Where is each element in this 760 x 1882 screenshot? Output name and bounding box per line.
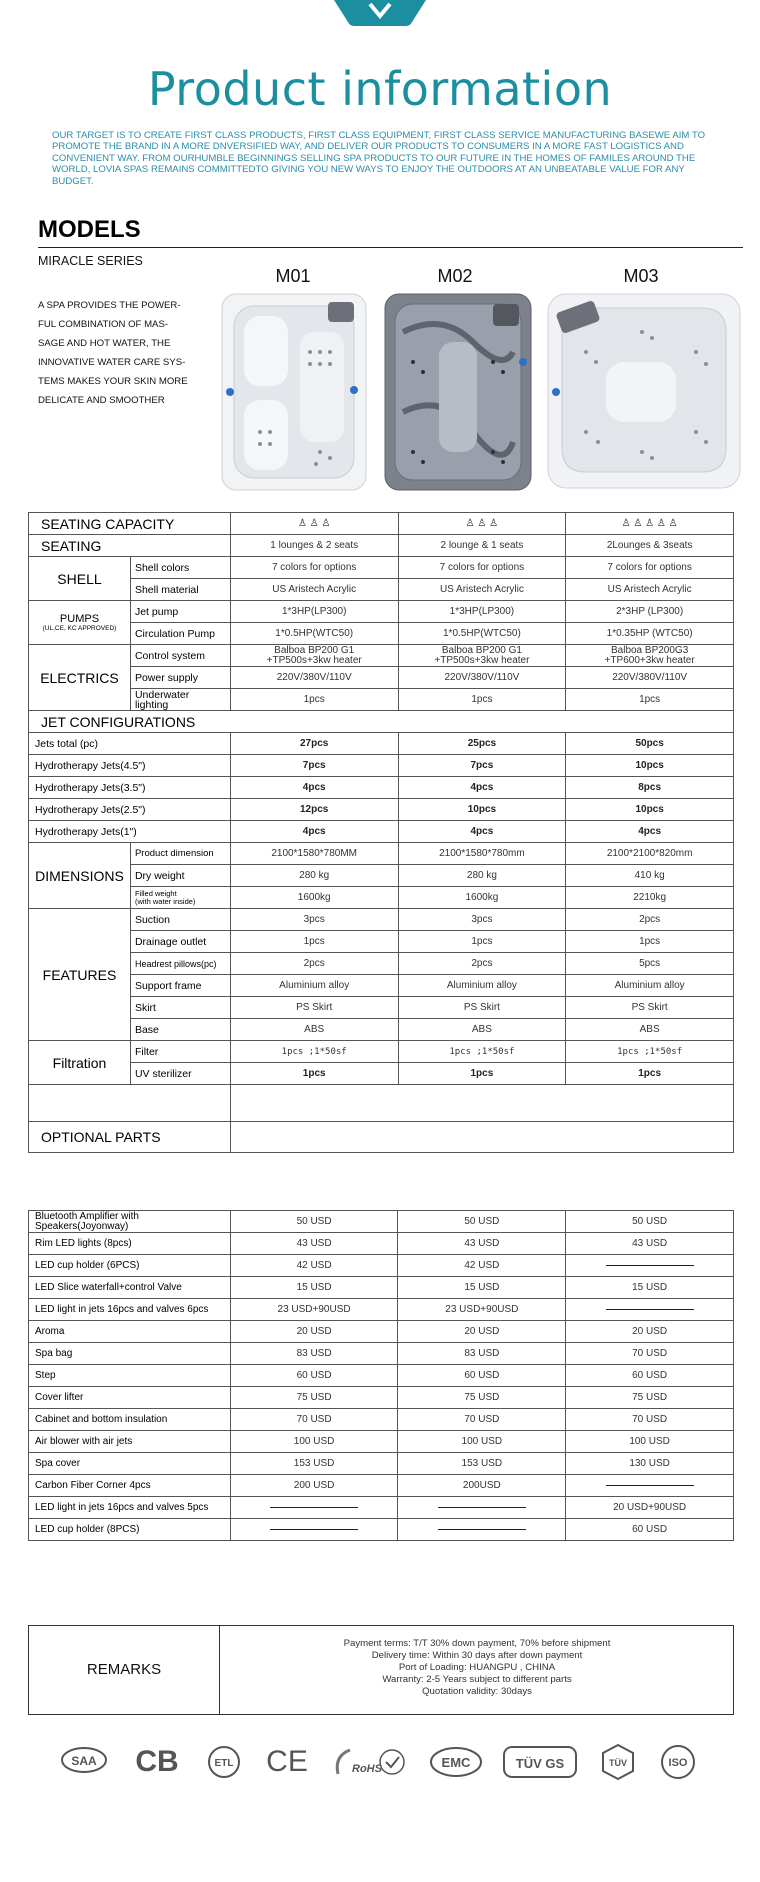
cell: PS Skirt: [230, 997, 398, 1019]
remarks-line: Warranty: 2-5 Years subject to different parts: [382, 1674, 572, 1685]
intro-text: OUR TARGET IS TO CREATE FIRST CLASS PRODUCTS, FIRST CLASS EQUIPMENT, FIRST CLASS SERVICE MANUFACTURING BASEWE AIM TO PROMOTE THE BRAND IN A MORE DNVERSIFIED WAY, AND DELIVER OUR PRODUCTS TO CONSUMERS IN A MORE FAST LOGISTICS AND CONVENIENT WAY. FROM OURHUMBLE BEGINNINGS SELLING SPA PRODUCTS TO OUR FUTURE IN THE HOMES OF FAMILES AROUND THE WORLD, LOVIA SPAS REMAINS COMMITTEDTO GIVING YOU NEW WAYS TO ENJOY THE OUTDOORS AT AN UNBEATABLE VALUE FOR ANY BUDGET.: [52, 130, 706, 187]
cell: 4pcs: [566, 821, 734, 843]
optional-price: 100 USD: [230, 1431, 398, 1453]
spec-table: [28, 512, 734, 1153]
optional-price: 70 USD: [230, 1409, 398, 1431]
optional-label: LED cup holder (8PCS): [29, 1519, 231, 1541]
cell-label: [130, 887, 230, 909]
not-available-dash: [270, 1507, 358, 1508]
pumps-title: PUMPS: [59, 613, 100, 625]
cell: 7pcs: [398, 755, 566, 777]
page-title: Product information: [147, 62, 613, 116]
cert-label: TÜV GS: [515, 1756, 565, 1771]
optional-label: Aroma: [29, 1321, 231, 1343]
not-available-dash: [270, 1529, 358, 1530]
cell-label: Circulation Pump: [130, 623, 230, 645]
cell: 1pcs: [398, 689, 566, 711]
optional-label: Rim LED lights (8pcs): [29, 1233, 231, 1255]
table-row: [29, 865, 734, 887]
table-row: [29, 535, 734, 557]
remarks-line: Quotation validity: 30days: [422, 1686, 532, 1697]
cell: 2210kg: [566, 887, 734, 909]
optional-price: 60 USD: [230, 1365, 398, 1387]
cell-label: Shell material: [130, 579, 230, 601]
optional-row: [29, 1365, 734, 1387]
cell-line: Balboa BP200G3: [610, 644, 689, 656]
cell-label: Product dimension: [130, 843, 230, 865]
optional-heading: OPTIONAL PARTS: [29, 1122, 231, 1153]
cell: 4pcs: [230, 777, 398, 799]
optional-price: [230, 1497, 398, 1519]
cell: 1pcs: [566, 931, 734, 953]
optional-row: [29, 1475, 734, 1497]
cell-line: lighting: [134, 698, 169, 711]
table-row: [29, 623, 734, 645]
cell-line: Balboa BP200 G1: [274, 644, 355, 656]
optional-price: 60 USD: [566, 1519, 734, 1541]
cell-label: Drainage outlet: [130, 931, 230, 953]
optional-price: 50 USD: [230, 1211, 398, 1233]
optional-price: 15 USD: [398, 1277, 566, 1299]
cell-label: Jet pump: [130, 601, 230, 623]
blank-cell: [230, 1122, 733, 1153]
cell: 10pcs: [566, 755, 734, 777]
table-row: [29, 1063, 734, 1085]
remarks-line: Payment terms: T/T 30% down payment, 70% before shipment: [343, 1638, 611, 1649]
tuv-logo-icon: [598, 1742, 638, 1782]
cell: 2100*1580*780mm: [398, 843, 566, 865]
table-row: [29, 711, 734, 733]
optional-price: 70 USD: [566, 1409, 734, 1431]
table-row: [29, 909, 734, 931]
cell-label: Headrest pillows(pc): [130, 953, 230, 975]
optional-price: 50 USD: [566, 1211, 734, 1233]
cell-label: Control system: [130, 645, 230, 667]
table-row: [29, 931, 734, 953]
cell-label: Hydrotherapy Jets(1"): [29, 821, 231, 843]
cell: 50pcs: [566, 733, 734, 755]
optional-label: Air blower with air jets: [29, 1431, 231, 1453]
cell: 1pcs: [398, 1063, 566, 1085]
cell: Aluminium alloy: [230, 975, 398, 997]
series-name: MIRACLE SERIES: [38, 254, 143, 268]
optional-label: LED cup holder (6PCS): [29, 1255, 231, 1277]
cert-label: ISO: [668, 1757, 688, 1769]
optional-price: [566, 1475, 734, 1497]
shell-label: SHELL: [29, 557, 131, 601]
cell-label: Filter: [130, 1041, 230, 1063]
table-row: [29, 887, 734, 909]
cell: US Aristech Acrylic: [566, 579, 734, 601]
cell: 3pcs: [398, 909, 566, 931]
cell: 220V/380V/110V: [566, 667, 734, 689]
optional-row: [29, 1255, 734, 1277]
optional-label: Spa bag: [29, 1343, 231, 1365]
cell: PS Skirt: [566, 997, 734, 1019]
optional-price: 153 USD: [398, 1453, 566, 1475]
optional-label: LED light in jets 16pcs and valves 6pcs: [29, 1299, 231, 1321]
cell: 12pcs: [230, 799, 398, 821]
pumps-note: (UL,CE, KC APPROVED): [42, 625, 117, 632]
cell: 1*3HP(LP300): [398, 601, 566, 623]
table-row: [29, 645, 734, 667]
spa-image-m01: [220, 292, 368, 492]
optional-price: 43 USD: [398, 1233, 566, 1255]
cell: 5pcs: [566, 953, 734, 975]
optional-price: 70 USD: [398, 1409, 566, 1431]
optional-label: Bluetooth Amplifier with Speakers(Joyonway): [29, 1211, 231, 1233]
cell: 7pcs: [230, 755, 398, 777]
remarks-line: Delivery time: Within 30 days after down payment: [371, 1650, 583, 1661]
optional-price: [230, 1519, 398, 1541]
cell: 410 kg: [566, 865, 734, 887]
optional-row: [29, 1453, 734, 1475]
not-available-dash: [438, 1529, 526, 1530]
optional-label: Carbon Fiber Corner 4pcs: [29, 1475, 231, 1497]
cell: 2pcs: [566, 909, 734, 931]
cert-label: SAA: [71, 1754, 97, 1768]
series-description: A SPA PROVIDES THE POWER-FUL COMBINATION OF MAS-SAGE AND HOT WATER, THE INNOVATIVE WATER CARE SYS-TEMS MAKES YOUR SKIN MORE DELICATE AND SMOOTHER: [38, 300, 188, 406]
optional-price: 15 USD: [230, 1277, 398, 1299]
optional-row: [29, 1299, 734, 1321]
optional-price: [566, 1255, 734, 1277]
cell-label: Hydrotherapy Jets(3.5"): [29, 777, 231, 799]
cell: Aluminium alloy: [398, 975, 566, 997]
cell: 4pcs: [398, 821, 566, 843]
person-icon: ♙ ♙ ♙: [465, 518, 499, 529]
seating-capacity-label: SEATING CAPACITY: [29, 513, 231, 535]
cell: ABS: [398, 1019, 566, 1041]
cell-label: UV sterilizer: [130, 1063, 230, 1085]
not-available-dash: [438, 1507, 526, 1508]
table-row: [29, 1085, 734, 1122]
cell: 1pcs: [566, 689, 734, 711]
optional-row: [29, 1233, 734, 1255]
cert-label: EMC: [441, 1755, 471, 1770]
table-row: [29, 733, 734, 755]
table-row: [29, 579, 734, 601]
rohs-logo-icon: [330, 1742, 406, 1782]
features-label: FEATURES: [29, 909, 131, 1041]
optional-price: 20 USD: [566, 1321, 734, 1343]
cell: 1pcs ;1*50sf: [398, 1041, 566, 1063]
not-available-dash: [606, 1265, 694, 1266]
optional-price: 50 USD: [398, 1211, 566, 1233]
optional-label: LED Slice waterfall+control Valve: [29, 1277, 231, 1299]
cell: 280 kg: [230, 865, 398, 887]
cb-logo-icon: CB: [135, 1745, 179, 1778]
cell: 10pcs: [566, 799, 734, 821]
cell-label: Skirt: [130, 997, 230, 1019]
table-row: [29, 1019, 734, 1041]
electrics-label: ELECTRICS: [29, 645, 131, 711]
optional-row: [29, 1387, 734, 1409]
cell: 1600kg: [398, 887, 566, 909]
spa-image-m02: [383, 292, 533, 492]
cell: 1 lounges & 2 seats: [230, 535, 398, 557]
optional-price: 23 USD+90USD: [230, 1299, 398, 1321]
blank-cell: [230, 1085, 733, 1122]
cert-label: ETL: [214, 1758, 234, 1769]
cell: 3pcs: [230, 909, 398, 931]
optional-label: Spa cover: [29, 1453, 231, 1475]
cell-label: Power supply: [130, 667, 230, 689]
cell: 25pcs: [398, 733, 566, 755]
model-name-m01: M01: [275, 266, 311, 286]
optional-price: 75 USD: [398, 1387, 566, 1409]
jet-config-heading: JET CONFIGURATIONS: [29, 711, 734, 733]
optional-price: 15 USD: [566, 1277, 734, 1299]
cell-line: Underwater: [134, 688, 190, 701]
cell: 27pcs: [230, 733, 398, 755]
cell-label: Hydrotherapy Jets(2.5"): [29, 799, 231, 821]
optional-row: [29, 1409, 734, 1431]
cell: 280 kg: [398, 865, 566, 887]
table-row: [29, 1122, 734, 1153]
cell-line: (with water inside): [134, 896, 196, 906]
table-row: [29, 975, 734, 997]
optional-price: 200 USD: [230, 1475, 398, 1497]
cell: 1*0.35HP (WTC50): [566, 623, 734, 645]
optional-price: 83 USD: [230, 1343, 398, 1365]
optional-row: [29, 1211, 734, 1233]
optional-price: 100 USD: [398, 1431, 566, 1453]
cell: 1pcs: [230, 931, 398, 953]
cell: 2*3HP (LP300): [566, 601, 734, 623]
seating-capacity-icons-m02: [398, 513, 566, 535]
cell: [398, 645, 566, 667]
table-row: [29, 799, 734, 821]
cell: 4pcs: [398, 777, 566, 799]
optional-row: [29, 1321, 734, 1343]
cert-label: TÜV: [609, 1758, 627, 1768]
filtration-label: Filtration: [29, 1041, 131, 1085]
cell: 7 colors for options: [398, 557, 566, 579]
optional-price: 70 USD: [566, 1343, 734, 1365]
cell-line: +TP500s+3kw heater: [266, 654, 362, 666]
emc-logo-icon: [428, 1742, 484, 1782]
cell: 1pcs: [230, 1063, 398, 1085]
optional-price: [566, 1299, 734, 1321]
cell: 2pcs: [398, 953, 566, 975]
cell-label: Support frame: [130, 975, 230, 997]
optional-label: Step: [29, 1365, 231, 1387]
model-name-m03: M03: [623, 266, 659, 286]
table-row: [29, 997, 734, 1019]
cell: 1pcs: [230, 689, 398, 711]
models-heading: MODELS: [38, 216, 141, 243]
cell: PS Skirt: [398, 997, 566, 1019]
seating-label: SEATING: [29, 535, 231, 557]
optional-price: 23 USD+90USD: [398, 1299, 566, 1321]
table-row: [29, 821, 734, 843]
remarks-text: [221, 1638, 733, 1698]
cell-line: +TP600+3kw heater: [604, 654, 695, 666]
optional-row: [29, 1343, 734, 1365]
cell: 2100*1580*780MM: [230, 843, 398, 865]
table-row: [29, 755, 734, 777]
spa-image-m03: [546, 292, 742, 490]
optional-row: [29, 1519, 734, 1541]
optional-price: 42 USD: [398, 1255, 566, 1277]
cell: US Aristech Acrylic: [398, 579, 566, 601]
optional-price: 20 USD: [230, 1321, 398, 1343]
cell: 2100*2100*820mm: [566, 843, 734, 865]
blank-cell: [29, 1085, 231, 1122]
optional-label: LED light in jets 16pcs and valves 5pcs: [29, 1497, 231, 1519]
optional-price: 153 USD: [230, 1453, 398, 1475]
etl-logo-icon: [204, 1742, 244, 1782]
cell: Aluminium alloy: [566, 975, 734, 997]
table-row: [29, 843, 734, 865]
optional-label: Cabinet and bottom insulation: [29, 1409, 231, 1431]
table-row: [29, 1041, 734, 1063]
cert-label: RoHS: [352, 1763, 382, 1775]
dimensions-label: DIMENSIONS: [29, 843, 131, 909]
table-row: [29, 601, 734, 623]
table-row: [29, 513, 734, 535]
pumps-label: [29, 601, 131, 645]
cell: 1pcs: [566, 1063, 734, 1085]
cell: 1*0.5HP(WTC50): [230, 623, 398, 645]
table-row: [29, 667, 734, 689]
iso-logo-icon: [656, 1742, 700, 1782]
cell-line: Filled weight: [134, 888, 177, 898]
optional-price: 20 USD: [398, 1321, 566, 1343]
cell-label: [130, 689, 230, 711]
optional-row: [29, 1431, 734, 1453]
optional-price: 75 USD: [230, 1387, 398, 1409]
saa-logo-icon: [60, 1742, 108, 1782]
optional-price: 42 USD: [230, 1255, 398, 1277]
cell: 10pcs: [398, 799, 566, 821]
cell: 8pcs: [566, 777, 734, 799]
cell-label: Suction: [130, 909, 230, 931]
optional-price: 43 USD: [230, 1233, 398, 1255]
optional-row: [29, 1497, 734, 1519]
cell: 220V/380V/110V: [398, 667, 566, 689]
cell: ABS: [566, 1019, 734, 1041]
table-row: [29, 953, 734, 975]
cell: 1pcs: [398, 931, 566, 953]
tuv-gs-logo-icon: [502, 1742, 578, 1782]
cell: 1pcs ;1*50sf: [230, 1041, 398, 1063]
cell: [566, 645, 734, 667]
remarks-label: REMARKS: [29, 1626, 220, 1714]
cell: 2pcs: [230, 953, 398, 975]
optional-price: 200USD: [398, 1475, 566, 1497]
optional-price: 43 USD: [566, 1233, 734, 1255]
optional-price: [398, 1519, 566, 1541]
cell-label: Jets total (pc): [29, 733, 231, 755]
cell: US Aristech Acrylic: [230, 579, 398, 601]
cell: 220V/380V/110V: [230, 667, 398, 689]
table-row: [29, 777, 734, 799]
not-available-dash: [606, 1485, 694, 1486]
optional-price: 20 USD+90USD: [566, 1497, 734, 1519]
cell-label: Hydrotherapy Jets(4.5"): [29, 755, 231, 777]
optional-price: 75 USD: [566, 1387, 734, 1409]
seating-capacity-icons-m01: [230, 513, 398, 535]
certification-logos: [0, 1742, 760, 1782]
optional-price: 60 USD: [566, 1365, 734, 1387]
seating-capacity-icons-m03: [566, 513, 734, 535]
optional-price: 130 USD: [566, 1453, 734, 1475]
optional-price: 60 USD: [398, 1365, 566, 1387]
not-available-dash: [606, 1309, 694, 1310]
models-divider: [38, 247, 743, 248]
optional-price: 83 USD: [398, 1343, 566, 1365]
person-icon: ♙ ♙ ♙ ♙ ♙: [621, 518, 678, 529]
cell: 1600kg: [230, 887, 398, 909]
cell: 4pcs: [230, 821, 398, 843]
table-row: [29, 557, 734, 579]
cell: 2Lounges & 3seats: [566, 535, 734, 557]
cell: 2 lounge & 1 seats: [398, 535, 566, 557]
cell-label: Dry weight: [130, 865, 230, 887]
cell: 1*3HP(LP300): [230, 601, 398, 623]
cell-label: Shell colors: [130, 557, 230, 579]
person-icon: ♙ ♙ ♙: [297, 518, 331, 529]
optional-label: Cover lifter: [29, 1387, 231, 1409]
remarks-box: [28, 1625, 734, 1715]
cell-line: +TP500s+3kw heater: [434, 654, 530, 666]
optional-price: [398, 1497, 566, 1519]
top-badge-icon: [330, 0, 430, 28]
cell: 1pcs ;1*50sf: [566, 1041, 734, 1063]
cell-label: Base: [130, 1019, 230, 1041]
cell: 1*0.5HP(WTC50): [398, 623, 566, 645]
optional-price: 100 USD: [566, 1431, 734, 1453]
optional-row: [29, 1277, 734, 1299]
cell: 7 colors for options: [230, 557, 398, 579]
cell-line: Balboa BP200 G1: [441, 644, 522, 656]
optional-parts-table: [28, 1210, 734, 1541]
cell: 7 colors for options: [566, 557, 734, 579]
table-row: [29, 689, 734, 711]
ce-logo-icon: CE: [266, 1745, 308, 1778]
cell: ABS: [230, 1019, 398, 1041]
model-name-m02: M02: [437, 266, 473, 286]
cell: [230, 645, 398, 667]
remarks-line: Port of Loading: HUANGPU , CHINA: [398, 1662, 556, 1673]
